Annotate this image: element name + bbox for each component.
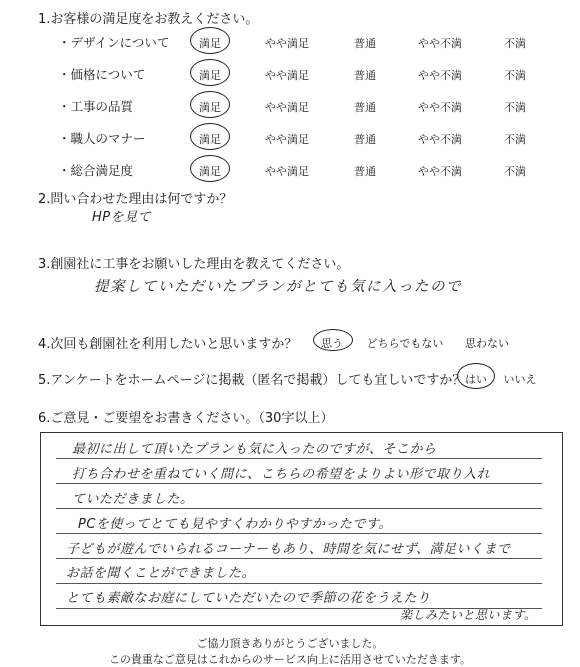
q1-option[interactable]: やや満足 xyxy=(265,101,309,114)
comment-line: ていただきました。 xyxy=(72,492,194,507)
comment-line: 子どもが遊んでいられるコーナーもあり、時間を気にせず、満足いくまで xyxy=(66,542,511,557)
q4-title: 4.次回も創園社を利用したいと思いますか？ xyxy=(38,337,298,352)
q1-option[interactable]: やや満足 xyxy=(265,37,309,50)
q2-title: 2.問い合わせた理由は何ですか？ xyxy=(38,192,233,207)
q1-title: 1.お客様の満足度をお教えください。 xyxy=(38,12,259,27)
q1-option[interactable]: やや満足 xyxy=(265,69,309,82)
q1-row-label: ・デザインについて xyxy=(58,35,170,50)
q1-option[interactable]: やや不満 xyxy=(418,165,462,178)
comment-line: PCを使ってとても見やすくわかりやすかったです。 xyxy=(78,517,392,532)
writing-line xyxy=(56,483,542,484)
q1-option[interactable]: やや不満 xyxy=(418,37,462,50)
q4-option-no[interactable]: 思わない xyxy=(465,337,509,350)
q1-option[interactable]: 満足 xyxy=(199,165,221,178)
q1-row-label: ・価格について xyxy=(58,67,146,82)
q1-row-label: ・職人のマナー xyxy=(58,131,146,146)
q1-option[interactable]: 普通 xyxy=(354,165,376,178)
q1-option[interactable]: 普通 xyxy=(354,37,376,50)
q5-option-yes[interactable]: はい xyxy=(465,373,487,386)
q1-option[interactable]: やや満足 xyxy=(265,165,309,178)
writing-line xyxy=(56,558,542,559)
q1-row-label: ・工事の品質 xyxy=(58,99,134,114)
q1-option[interactable]: 不満 xyxy=(504,133,526,146)
q3-title: 3.創園社に工事をお願いした理由を教えてください。 xyxy=(38,257,350,272)
q4-option-neutral[interactable]: どちらでもない xyxy=(366,337,444,350)
comment-line: とても素敵なお庭にしていただいたので季節の花をうえたり xyxy=(66,591,431,606)
q4-selected-circle xyxy=(313,329,353,351)
q1-option[interactable]: 満足 xyxy=(199,101,221,114)
q1-option[interactable]: やや満足 xyxy=(265,133,309,146)
writing-line xyxy=(56,583,542,584)
q1-option[interactable]: 満足 xyxy=(199,133,221,146)
q4-option-yes[interactable]: 思う xyxy=(321,337,343,350)
q5-title: 5.アンケートをホームページに掲載（匿名で掲載）しても宜しいですか？ xyxy=(38,373,466,388)
q6-title: 6.ご意見・ご要望をお書きください。（30字以上） xyxy=(38,411,334,426)
comment-line: 最初に出して頂いたプランも気に入ったのですが、そこから xyxy=(72,442,437,457)
q1-option[interactable]: 不満 xyxy=(504,69,526,82)
q1-option[interactable]: 満足 xyxy=(199,69,221,82)
q5-option-no[interactable]: いいえ xyxy=(503,373,537,386)
writing-line xyxy=(56,458,542,459)
q1-option[interactable]: 普通 xyxy=(354,101,376,114)
q1-option[interactable]: 不満 xyxy=(504,165,526,178)
q1-selected-circle xyxy=(190,91,230,118)
q1-option[interactable]: 不満 xyxy=(504,37,526,50)
q1-option[interactable]: やや不満 xyxy=(418,133,462,146)
comment-line: 打ち合わせを重ねていく間に、こちらの希望をよりよい形で取り入れ xyxy=(72,467,491,482)
q1-row-label: ・総合満足度 xyxy=(58,163,134,178)
q1-selected-circle xyxy=(190,59,230,86)
footer-thanks: ご協力頂きありがとうございました。 xyxy=(196,637,384,650)
q1-option[interactable]: 普通 xyxy=(354,69,376,82)
q2-answer: HPを見て xyxy=(92,210,152,225)
q1-selected-circle xyxy=(190,155,230,182)
q1-option[interactable]: 普通 xyxy=(354,133,376,146)
q1-option[interactable]: 満足 xyxy=(199,37,221,50)
q1-option[interactable]: やや不満 xyxy=(418,69,462,82)
writing-line xyxy=(56,508,542,509)
comment-line: お話を聞くことができました。 xyxy=(66,566,256,581)
q1-option[interactable]: やや不満 xyxy=(418,101,462,114)
q1-option[interactable]: 不満 xyxy=(504,101,526,114)
q1-selected-circle xyxy=(190,123,230,150)
q1-selected-circle xyxy=(190,27,230,54)
q5-selected-circle xyxy=(457,363,495,389)
writing-line xyxy=(56,533,542,534)
q3-answer: 提案していただいたプランがとても気に入ったので xyxy=(94,279,462,295)
comment-line: 楽しみたいと思います。 xyxy=(400,608,537,622)
footer-note: この貴重なご意見はこれからのサービス向上に活用させていただきます。 xyxy=(108,653,472,666)
